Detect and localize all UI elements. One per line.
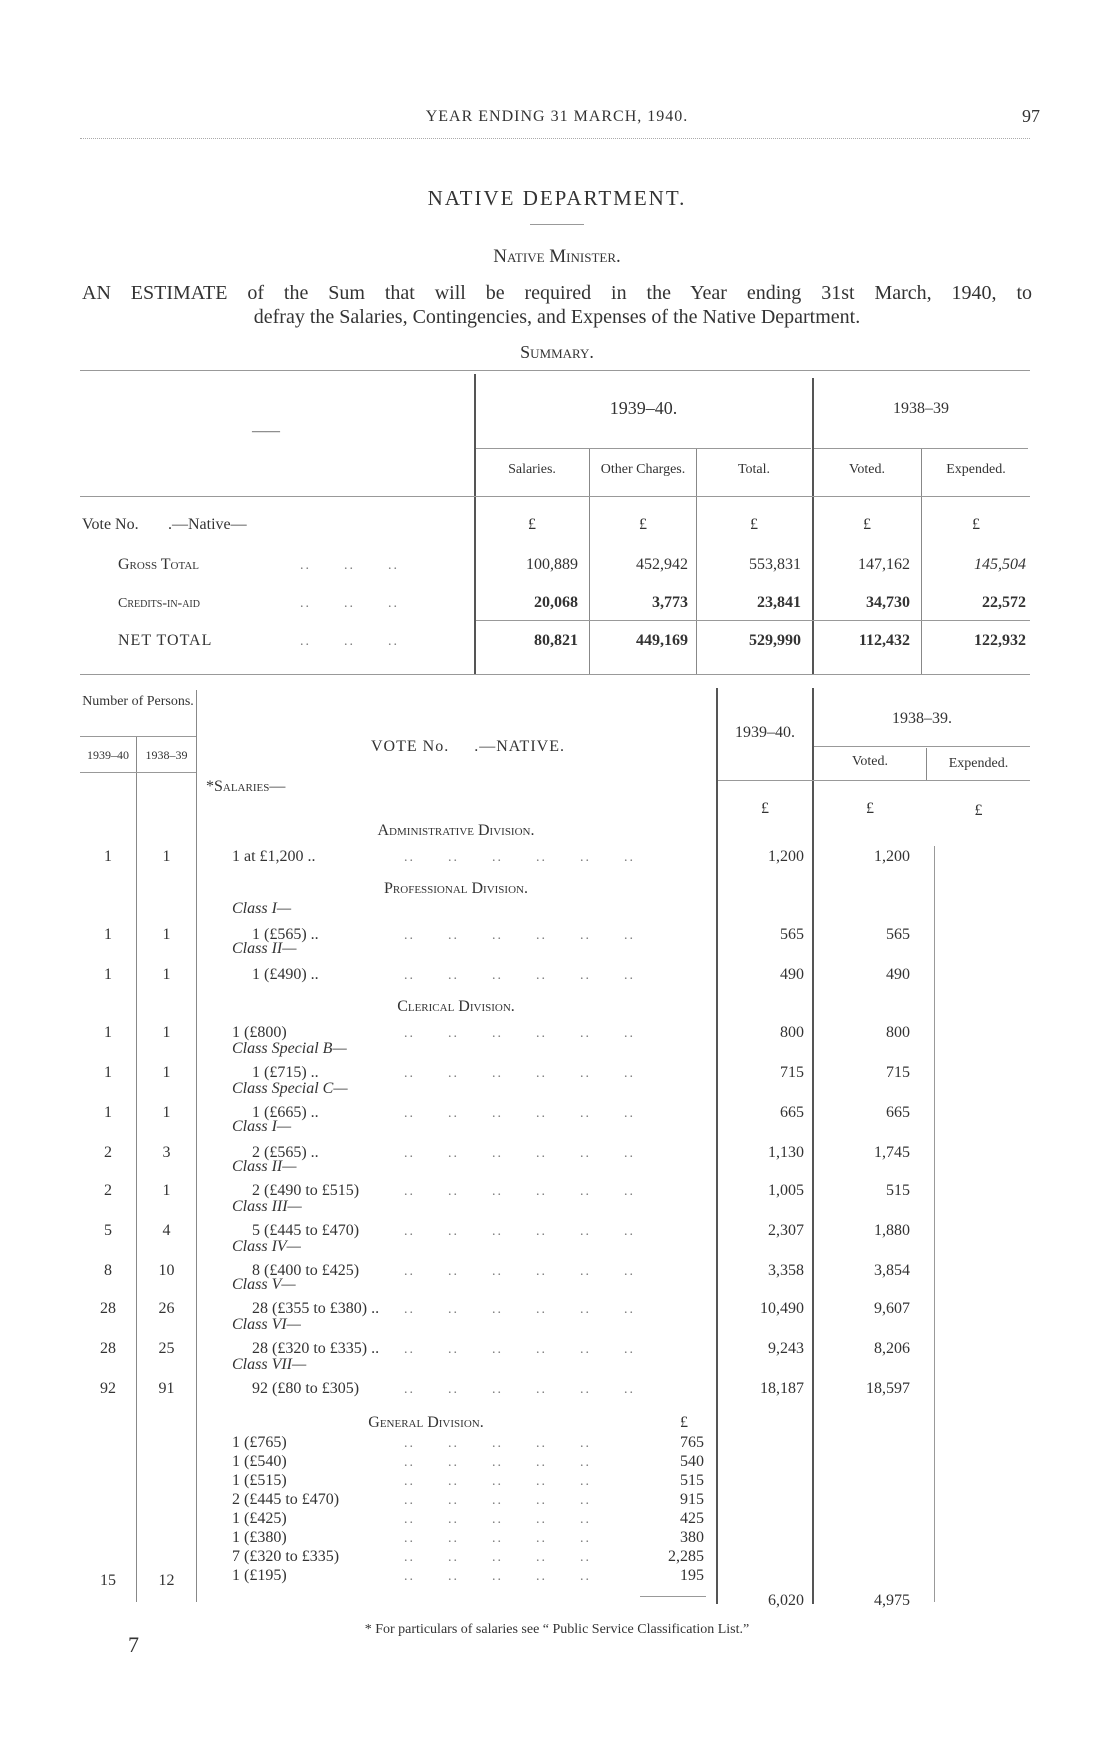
- persons-1939: 2: [104, 1144, 112, 1161]
- amount-1939: 715: [780, 1064, 804, 1081]
- pound-sign: £: [761, 800, 769, 817]
- amount-1938-voted: 515: [886, 1182, 910, 1199]
- persons-1938: 4: [162, 1222, 171, 1239]
- department-title: NATIVE DEPARTMENT.: [427, 186, 687, 210]
- persons-1938: 1: [162, 1024, 171, 1041]
- amount-1939: 2,307: [768, 1222, 804, 1239]
- header-rule: [80, 138, 1030, 139]
- general-total-1938: 4,975: [874, 1592, 910, 1609]
- general-amount: 915: [680, 1491, 704, 1508]
- leader-dots: .. .. .. .. ..: [404, 1531, 591, 1546]
- general-description: 2 (£445 to £470): [232, 1491, 340, 1508]
- general-description: 1 (£195): [232, 1567, 287, 1584]
- administrative-division-heading: Administrative Division.: [377, 822, 535, 839]
- leader-dots: .. .. .. .. .. ..: [404, 1026, 635, 1041]
- col-expended: Expended.: [946, 462, 1006, 477]
- summary-dash: ——: [252, 424, 280, 439]
- persons-1938: 91: [158, 1380, 175, 1397]
- pound-sign: £: [528, 516, 536, 533]
- amount-1939: 9,243: [768, 1340, 804, 1357]
- leader-dots: .. .. .. .. .. ..: [404, 1302, 635, 1317]
- leader-dots: .. .. .. .. ..: [404, 1455, 591, 1470]
- amount-1939: 10,490: [760, 1300, 804, 1317]
- general-division-heading: General Division.: [368, 1414, 484, 1431]
- general-persons-1939: 15: [100, 1572, 116, 1589]
- salary-description: 1 (£565) ..: [252, 926, 319, 943]
- persons-1939: 1: [104, 1104, 112, 1121]
- salary-description: 1 (£715) ..: [252, 1064, 319, 1081]
- salary-description: 5 (£445 to £470): [252, 1222, 360, 1239]
- summary-label: Summary.: [520, 342, 594, 362]
- page-number: 97: [1022, 106, 1040, 126]
- general-description: 7 (£320 to £335): [232, 1548, 340, 1565]
- signature-mark: 7: [128, 1632, 139, 1657]
- vote-no-label: Vote No.: [82, 516, 139, 533]
- general-amount: 2,285: [668, 1548, 704, 1565]
- general-description: 1 (£540): [232, 1453, 287, 1470]
- general-amount: 425: [680, 1510, 704, 1527]
- persons-1938: 26: [158, 1300, 175, 1317]
- persons-1938: 1: [162, 848, 171, 865]
- professional-division-heading: Professional Division.: [384, 880, 528, 897]
- col-total: Total.: [737, 462, 771, 477]
- salary-description: 8 (£400 to £425): [252, 1262, 360, 1279]
- class-label: Class II—: [232, 1158, 297, 1175]
- pound-sign: £: [750, 516, 758, 533]
- leader-dots: .. .. .. .. .. ..: [404, 968, 635, 983]
- persons-1939: 5: [104, 1222, 112, 1239]
- persons-1939: 1: [104, 848, 112, 865]
- general-amount: 380: [680, 1529, 704, 1546]
- title-rule: [530, 224, 584, 225]
- amount-1938-voted: 665: [886, 1104, 910, 1121]
- class-label: Class I—: [232, 1118, 292, 1135]
- summary-header-1938: 1938–39: [893, 400, 949, 417]
- class-label: Class III—: [232, 1198, 302, 1215]
- class-label: Class Special C—: [232, 1080, 348, 1097]
- salary-description: 2 (£490 to £515): [252, 1182, 360, 1199]
- class-label: Class V—: [232, 1276, 296, 1293]
- footnote: * For particulars of salaries see “ Public Service Classification List.”: [364, 1622, 750, 1637]
- pound-sign: £: [680, 1414, 688, 1431]
- col-salaries: Salaries.: [508, 462, 556, 477]
- col-other-charges: Other Charges.: [600, 462, 686, 477]
- leader-dots: .. .. .. .. .. ..: [404, 850, 635, 865]
- pound-sign: £: [972, 516, 980, 533]
- persons-1938: 1: [162, 966, 171, 983]
- class-label: Class VII—: [232, 1356, 307, 1373]
- persons-1938: 1: [162, 1064, 171, 1081]
- leader-dots: .. .. .. .. .. ..: [404, 928, 635, 943]
- number-of-persons-header: Number of Persons.: [82, 694, 194, 709]
- pound-sign: £: [866, 800, 874, 817]
- minister-title: Native Minister.: [493, 246, 621, 267]
- salary-description: 1 (£800): [232, 1024, 287, 1041]
- leader-dots: .. .. .. .. .. ..: [404, 1264, 635, 1279]
- salary-description: 28 (£320 to £335) ..: [252, 1340, 380, 1357]
- leader-dots: .. .. .. .. ..: [404, 1550, 591, 1565]
- general-description: 1 (£765): [232, 1434, 287, 1451]
- salary-description: 28 (£355 to £380) ..: [252, 1300, 380, 1317]
- amount-1939: 800: [780, 1024, 804, 1041]
- pound-sign: £: [974, 802, 983, 819]
- amount-1938-voted: 1,200: [874, 848, 910, 865]
- salaries-heading: *Salaries—: [206, 778, 286, 795]
- class-label: Class IV—: [232, 1238, 301, 1255]
- persons-1938-header: 1938–39: [145, 748, 188, 762]
- persons-1939: 1: [104, 926, 112, 943]
- persons-1938: 10: [158, 1262, 175, 1279]
- detail-header-1939: 1939–40.: [735, 724, 795, 741]
- summary-header-1939: 1939–40.: [609, 398, 678, 418]
- detail-header-1938: 1938–39.: [892, 710, 952, 727]
- running-title: YEAR ENDING 31 MARCH, 1940.: [425, 108, 689, 125]
- amount-1939: 490: [780, 966, 804, 983]
- general-description: 1 (£515): [232, 1472, 287, 1489]
- general-amount: 765: [680, 1434, 704, 1451]
- clerical-division-heading: Clerical Division.: [397, 998, 515, 1015]
- amount-1939: 3,358: [768, 1262, 804, 1279]
- leader-dots: .. .. .. .. .. ..: [404, 1146, 635, 1161]
- persons-1938: 1: [162, 926, 171, 943]
- class-label: Class II—: [232, 940, 297, 957]
- amount-1939: 665: [780, 1104, 804, 1121]
- amount-1938-voted: 1,880: [874, 1222, 910, 1239]
- amount-1939: 18,187: [760, 1380, 804, 1397]
- persons-1938: 1: [162, 1104, 171, 1121]
- general-amount: 515: [680, 1472, 704, 1489]
- amount-1939: 1,130: [768, 1144, 804, 1161]
- amount-1938-voted: 18,597: [866, 1380, 910, 1397]
- amount-1938-voted: 8,206: [874, 1340, 910, 1357]
- persons-1939: 2: [104, 1182, 112, 1199]
- salary-description: 2 (£565) ..: [252, 1144, 319, 1161]
- persons-1939: 1: [104, 1024, 112, 1041]
- leader-dots: .. .. .. .. ..: [404, 1474, 591, 1489]
- leader-dots: .. .. .. .. .. ..: [404, 1184, 635, 1199]
- amount-1938-voted: 715: [886, 1064, 910, 1081]
- estimate-line-1: AN ESTIMATE of the Sum that will be required in the Year ending 31st March, 1940, to: [82, 282, 1032, 304]
- general-amount: 540: [680, 1453, 704, 1470]
- amount-1938-voted: 3,854: [874, 1262, 910, 1279]
- salary-description: 1 (£665) ..: [252, 1104, 319, 1121]
- amount-1938-voted: 9,607: [874, 1300, 910, 1317]
- persons-1939: 28: [100, 1300, 116, 1317]
- persons-1939: 1: [104, 966, 112, 983]
- general-total-1939: 6,020: [768, 1592, 804, 1609]
- leader-dots: .. .. .. .. .. ..: [404, 1224, 635, 1239]
- amount-1939: 1,200: [768, 848, 804, 865]
- persons-1938: 3: [162, 1144, 171, 1161]
- amount-1938-voted: 565: [886, 926, 910, 943]
- amount-1939: 565: [780, 926, 804, 943]
- pound-sign: £: [639, 516, 647, 533]
- persons-1939: 92: [100, 1380, 116, 1397]
- estimate-line-2: defray the Salaries, Contingencies, and Expenses of the Native Department.: [253, 306, 861, 328]
- leader-dots: .. .. .. .. ..: [404, 1512, 591, 1527]
- persons-1939: 8: [104, 1262, 112, 1279]
- persons-1939: 28: [100, 1340, 116, 1357]
- class-label: Class VI—: [232, 1316, 301, 1333]
- salary-description: 92 (£80 to £305): [252, 1380, 360, 1397]
- general-persons-1938: 12: [158, 1572, 175, 1589]
- general-description: 1 (£425): [232, 1510, 287, 1527]
- pound-sign: £: [863, 516, 871, 533]
- detail-col-voted: Voted.: [852, 754, 888, 769]
- leader-dots: .. .. .. .. ..: [404, 1436, 591, 1451]
- class-label: Class Special B—: [232, 1040, 347, 1057]
- leader-dots: .. .. .. .. .. ..: [404, 1106, 635, 1121]
- general-description: 1 (£380): [232, 1529, 287, 1546]
- vote-title: VOTE No. .—NATIVE.: [371, 738, 565, 755]
- persons-1938: 1: [162, 1182, 171, 1199]
- persons-1938: 25: [158, 1340, 175, 1357]
- persons-1939-header: 1939–40: [87, 748, 129, 762]
- amount-1938-voted: 490: [886, 966, 910, 983]
- general-amount: 195: [680, 1567, 704, 1584]
- amount-1938-voted: 1,745: [874, 1144, 910, 1161]
- leader-dots: .. .. .. .. .. ..: [404, 1342, 635, 1357]
- salary-description: 1 (£490) ..: [252, 966, 319, 983]
- persons-1939: 1: [104, 1064, 112, 1081]
- class-label: Class I—: [232, 900, 292, 917]
- leader-dots: .. .. .. .. ..: [404, 1493, 591, 1508]
- amount-1938-voted: 800: [886, 1024, 910, 1041]
- leader-dots: .. .. .. .. ..: [404, 1569, 591, 1584]
- leader-dots: .. .. .. .. .. ..: [404, 1382, 635, 1397]
- salary-description: 1 at £1,200 ..: [232, 848, 316, 865]
- amount-1939: 1,005: [768, 1182, 804, 1199]
- leader-dots: .. .. .. .. .. ..: [404, 1066, 635, 1081]
- col-voted: Voted.: [849, 462, 885, 477]
- vote-native-label: .—Native—: [168, 516, 247, 533]
- detail-col-expended: Expended.: [948, 756, 1009, 771]
